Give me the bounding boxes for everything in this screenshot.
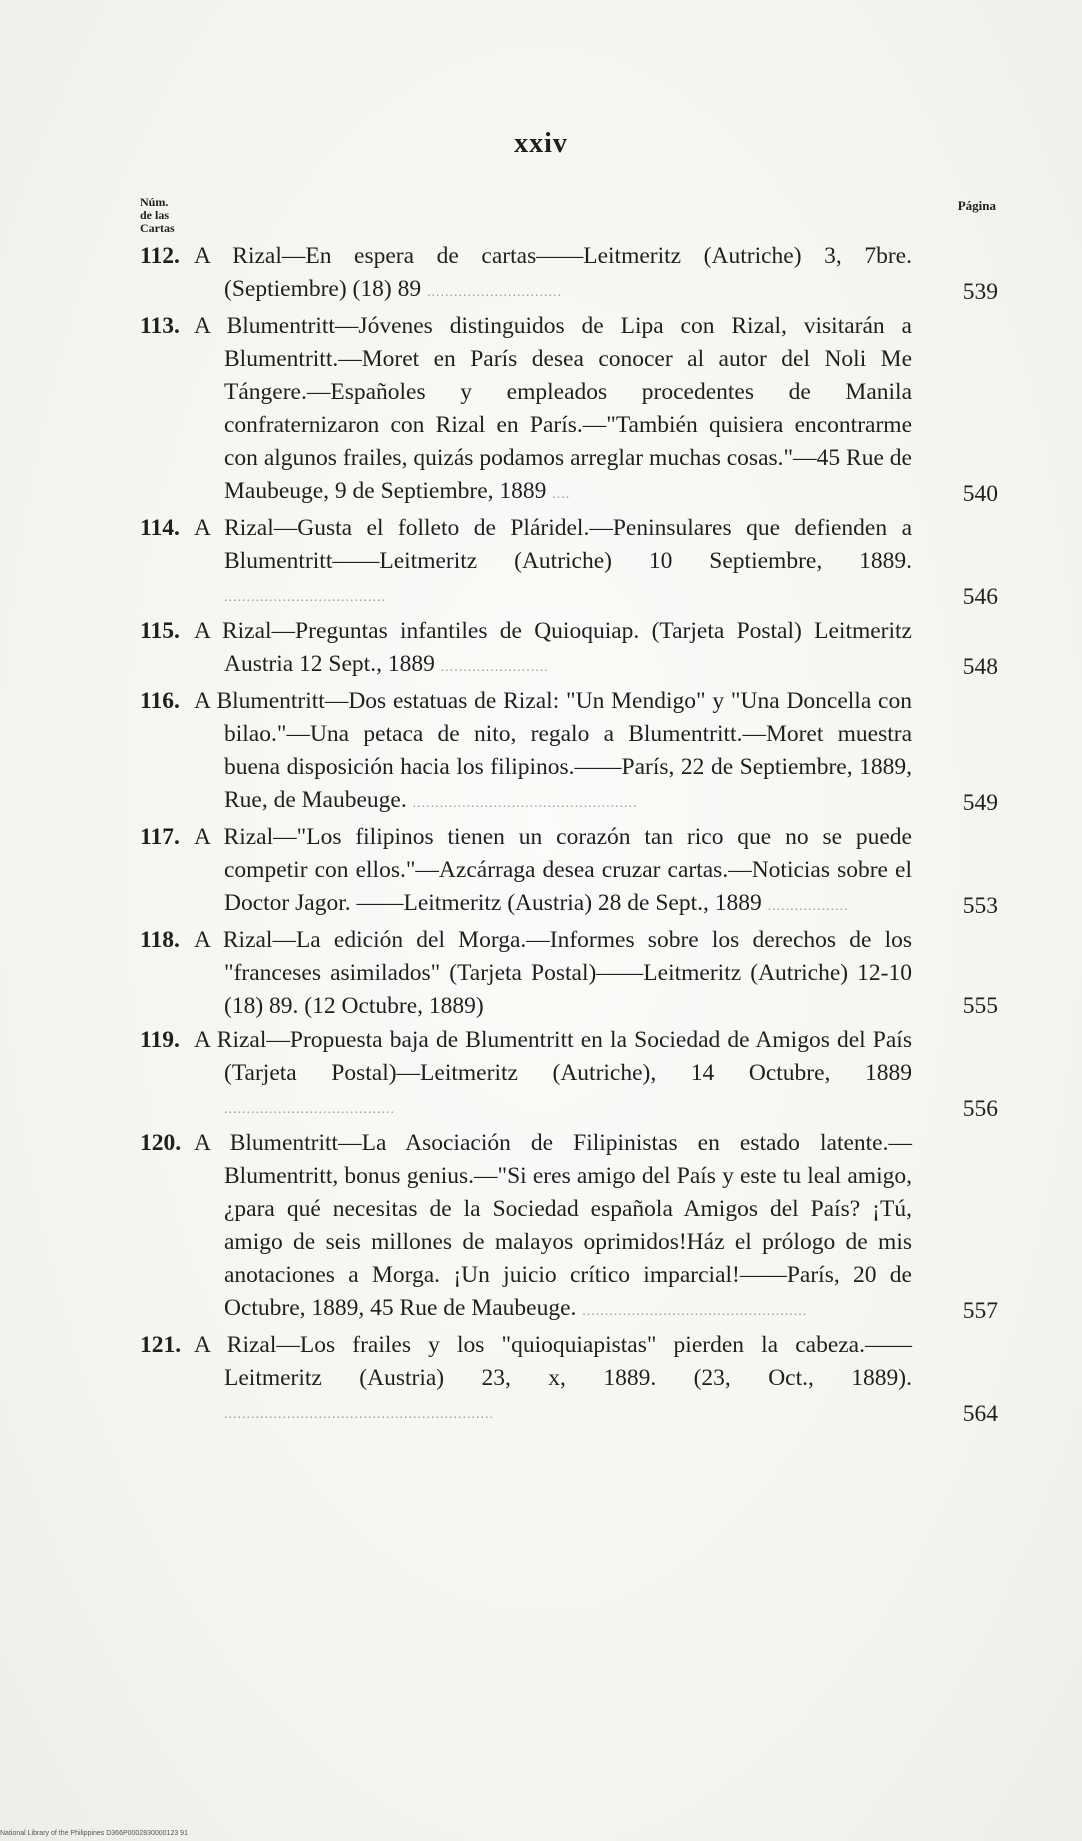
entry-page-number: 549 [962, 790, 998, 816]
entry-page-number: 540 [962, 481, 998, 507]
entry-number: 116. [140, 688, 180, 714]
entry-number: 115. [140, 618, 180, 644]
entry-text: A Rizal—"Los filipinos tienen un corazón tan rico que no se puede competir con ellos."—Azcárraga desea cruzar cartas.—Noticias sobre el Doctor Jagor. ——Leitmeritz (Austria) 28 de Sept., 1889 [194, 824, 912, 916]
page-number: xxiv [514, 128, 568, 159]
index-entry [140, 685, 998, 820]
dot-leader: ...................................... [224, 1102, 395, 1117]
entry-description [194, 1127, 912, 1328]
entry-page-number: 564 [962, 1401, 998, 1427]
column-header-line: de las [140, 208, 170, 222]
entry-description [194, 821, 912, 923]
column-header-line: Cartas [140, 221, 175, 235]
entry-page-number: 557 [962, 1298, 998, 1324]
entry-description [194, 924, 912, 1023]
entry-page-number: 546 [962, 584, 998, 610]
entry-description [194, 1329, 912, 1431]
dot-leader: .............................. [426, 285, 562, 300]
entry-description [194, 615, 912, 684]
entry-description [194, 512, 912, 614]
entry-page-number: 553 [962, 893, 998, 919]
index-entry [140, 615, 998, 684]
entry-description [194, 685, 912, 820]
dot-leader: .... [552, 487, 571, 502]
entry-text: A Blumentritt—Jóvenes distinguidos de Lipa con Rizal, visitarán a Blumentritt.—Moret en París desea conocer al autor del Noli Me Tángere.—Españoles y empleados procedentes de Manila confraternizaron con Rizal en París.—"También quisiera encontrarme con algunos frailes, quizás podamos arreglar muchas cosas."—45 Rue de Maubeuge, 9 de Septiembre, 1889 [194, 313, 912, 504]
entry-text: A Blumentritt—Dos estatuas de Rizal: "Un Mendigo" y "Una Doncella con bilao."—Una petaca de nito, regalo a Blumentritt.—Moret muestra buena disposición hacia los filipinos.——París, 22 de Septiembre, 1889, Rue, de Maubeuge. [194, 688, 912, 813]
entry-text: A Rizal—Los frailes y los "quioquiapistas" pierden la cabeza.——Leitmeritz (Austria) 23, x, 1889. (23, Oct., 1889). [194, 1332, 912, 1391]
column-header-letter-number [140, 196, 175, 235]
entry-text: A Rizal—La edición del Morga.—Informes sobre los derechos de los "franceses asimilados" (Tarjeta Postal)——Leitmeritz (Autriche) 12-10 (18) 89. (12 Octubre, 1889) [194, 927, 912, 1019]
column-header-line: Núm. [140, 195, 169, 209]
index-entry [140, 512, 998, 614]
entry-page-number: 539 [962, 279, 998, 305]
index-entry [140, 1329, 998, 1431]
index-entries [140, 240, 998, 1432]
entry-description [194, 1024, 912, 1126]
index-entry [140, 1024, 998, 1126]
entry-text: A Blumentritt—La Asociación de Filipinistas en estado latente.—Blumentritt, bonus genius.—"Si eres amigo del País y este tu leal amigo, ¿para qué necesitas de la Sociedad española Amigos del País? ¡Tú, amigo de seis millones de malayos oprimidos!Ház el prólogo de mis anotaciones a Morga. ¡Un juicio crítico imparcial!——París, 20 de Octubre, 1889, 45 Rue de Maubeuge. [194, 1130, 912, 1321]
scan-footer: National Library of the Philippines D366P0002830000123 91 [0, 1830, 188, 1837]
entry-description [194, 240, 912, 309]
dot-leader: .................................... [224, 590, 386, 605]
entry-number: 120. [140, 1130, 182, 1156]
column-header-page: Página [957, 198, 996, 213]
dot-leader: .................................................. [582, 1304, 808, 1319]
entry-text: A Rizal—Propuesta baja de Blumentritt en la Sociedad de Amigos del País (Tarjeta Postal)—Leitmeritz (Autriche), 14 Octubre, 1889 [194, 1027, 912, 1086]
entry-text: A Rizal—Preguntas infantiles de Quioquiap. (Tarjeta Postal) Leitmeritz Austria 12 Sept., 1889 [194, 618, 912, 677]
index-entry [140, 240, 998, 309]
dot-leader: .................. [767, 899, 849, 914]
entry-number: 121. [140, 1332, 182, 1358]
dot-leader: ........................ [440, 660, 549, 675]
entry-text: A Rizal—Gusta el folleto de Pláridel.—Peninsulares que defienden a Blumentritt——Leitmeritz (Autriche) 10 Septiembre, 1889. [194, 515, 912, 574]
entry-number: 118. [140, 927, 180, 953]
entry-page-number: 555 [962, 993, 998, 1019]
entry-number: 113. [140, 313, 180, 339]
entry-number: 112. [140, 243, 180, 269]
index-entry [140, 310, 998, 511]
entry-page-number: 548 [962, 654, 998, 680]
entry-number: 119. [140, 1027, 180, 1053]
entry-description [194, 310, 912, 511]
entry-page-number: 556 [962, 1096, 998, 1122]
dot-leader: .................................................. [412, 796, 638, 811]
index-entry [140, 1127, 998, 1328]
index-entry [140, 821, 998, 923]
entry-text: A Rizal—En espera de cartas——Leitmeritz (Autriche) 3, 7bre. (Septiembre) (18) 89 [194, 243, 912, 302]
index-entry [140, 924, 998, 1023]
entry-number: 114. [140, 515, 180, 541]
entry-number: 117. [140, 824, 180, 850]
dot-leader: ............................................................ [224, 1407, 494, 1422]
